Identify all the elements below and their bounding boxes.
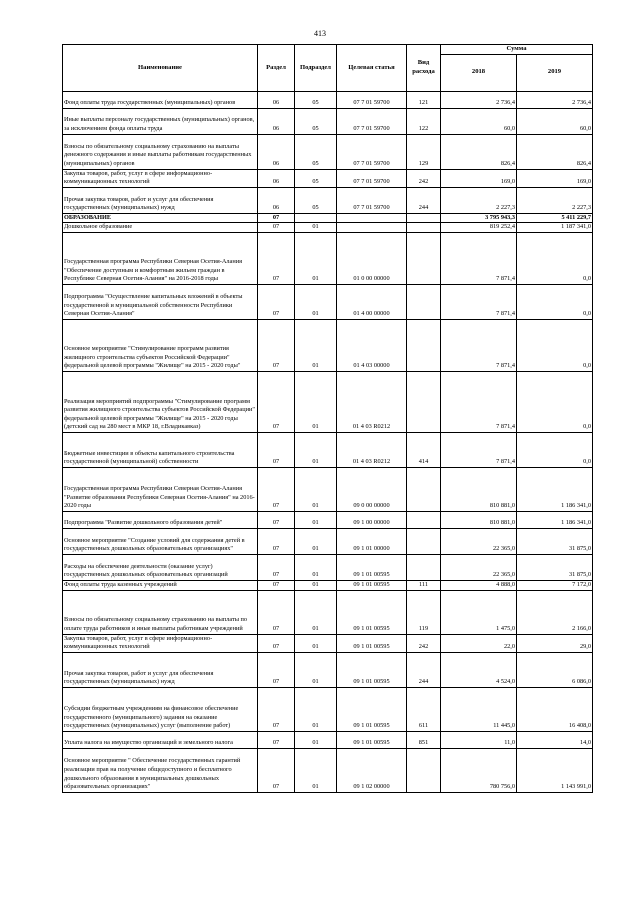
row-subsection: 01: [295, 511, 337, 528]
table-row: [63, 580, 593, 590]
row-value-2019: 6 086,0: [517, 652, 593, 687]
row-expense-type: 244: [407, 187, 441, 213]
row-value-2019: 2 736,4: [517, 91, 593, 108]
table-row: [63, 748, 593, 792]
row-value-2019: 29,0: [517, 634, 593, 652]
row-name: Государственная программа Республики Северная Осетия-Алания "Обеспечение доступным и комфортным жильем граждан в Республике Северная Осетия-Алания" на 2016-2018 годы: [63, 232, 258, 284]
row-subsection: 01: [295, 748, 337, 792]
row-name: Основное мероприятие " Обеспечение государственных гарантий реализации прав на получение общедоступного и бесплатного дошкольного образования в муниципальных дошкольных образовательных организациях": [63, 748, 258, 792]
table-row: [63, 108, 593, 134]
table-row: [63, 169, 593, 187]
row-value-2018: 4 888,0: [441, 580, 517, 590]
row-section: 07: [258, 554, 295, 580]
row-section: 06: [258, 169, 295, 187]
row-value-2018: 7 871,4: [441, 319, 517, 371]
row-target: 09 1 01 00595: [337, 652, 407, 687]
row-target: 09 1 00 00000: [337, 511, 407, 528]
header-subsection: Подраздел: [295, 45, 337, 92]
row-target: 01 4 03 R0212: [337, 371, 407, 432]
row-target: 01 4 03 00000: [337, 319, 407, 371]
row-value-2019: 0,0: [517, 284, 593, 319]
table-row: [63, 511, 593, 528]
row-value-2018: 826,4: [441, 134, 517, 169]
row-section: 07: [258, 634, 295, 652]
row-expense-type: [407, 319, 441, 371]
table-row: [63, 432, 593, 467]
row-section: 07: [258, 467, 295, 511]
row-expense-type: 851: [407, 731, 441, 748]
row-section: 07: [258, 731, 295, 748]
row-name: Дошкольное образование: [63, 223, 258, 233]
row-expense-type: [407, 213, 441, 223]
row-value-2019: 16 408,0: [517, 687, 593, 731]
row-target: 09 1 01 00595: [337, 731, 407, 748]
row-subsection: 01: [295, 319, 337, 371]
row-value-2018: 810 881,0: [441, 467, 517, 511]
table-body: [63, 91, 593, 792]
row-name: Фонд оплаты труда казенных учреждений: [63, 580, 258, 590]
row-value-2018: 7 871,4: [441, 284, 517, 319]
row-expense-type: [407, 511, 441, 528]
table-row: [63, 652, 593, 687]
header-target: Целевая статья: [337, 45, 407, 92]
row-name: Закупка товаров, работ, услуг в сфере информационно-коммуникационных технологий: [63, 634, 258, 652]
row-target: 09 1 01 00000: [337, 528, 407, 554]
row-value-2019: 5 411 229,7: [517, 213, 593, 223]
row-value-2019: 31 875,0: [517, 528, 593, 554]
row-subsection: 01: [295, 731, 337, 748]
row-value-2018: 60,0: [441, 108, 517, 134]
row-target: 01 4 00 00000: [337, 284, 407, 319]
row-subsection: 01: [295, 652, 337, 687]
row-value-2018: 22 365,0: [441, 554, 517, 580]
table-row: [63, 634, 593, 652]
row-section: 07: [258, 590, 295, 634]
table-row: [63, 91, 593, 108]
row-value-2018: 1 475,0: [441, 590, 517, 634]
table-row: [63, 590, 593, 634]
row-value-2019: 1 143 991,0: [517, 748, 593, 792]
row-subsection: 05: [295, 169, 337, 187]
row-name: Расходы на обеспечение деятельности (оказание услуг) государственных дошкольных образовательных организаций: [63, 554, 258, 580]
row-expense-type: [407, 223, 441, 233]
row-target: 07 7 01 59700: [337, 134, 407, 169]
table-row: [63, 319, 593, 371]
page-number: 413: [314, 29, 326, 38]
row-name: Прочая закупка товаров, работ и услуг для обеспечения государственных (муниципальных) нужд: [63, 652, 258, 687]
row-section: 07: [258, 213, 295, 223]
row-target: 09 1 01 00595: [337, 590, 407, 634]
row-expense-type: 129: [407, 134, 441, 169]
row-expense-type: 611: [407, 687, 441, 731]
row-value-2019: 169,0: [517, 169, 593, 187]
row-value-2019: 1 186 341,0: [517, 467, 593, 511]
table-row: [63, 232, 593, 284]
row-subsection: 01: [295, 687, 337, 731]
row-target: 07 7 01 59700: [337, 187, 407, 213]
row-name: Прочая закупка товаров, работ и услуг для обеспечения государственных (муниципальных) нужд: [63, 187, 258, 213]
header-section: Раздел: [258, 45, 295, 92]
row-subsection: 05: [295, 134, 337, 169]
row-target: 01 4 03 R0212: [337, 432, 407, 467]
table-row: [63, 213, 593, 223]
table-row: [63, 134, 593, 169]
row-value-2019: 0,0: [517, 319, 593, 371]
row-value-2019: 7 172,0: [517, 580, 593, 590]
row-expense-type: 119: [407, 590, 441, 634]
row-value-2019: 2 227,3: [517, 187, 593, 213]
row-expense-type: [407, 554, 441, 580]
row-section: 06: [258, 91, 295, 108]
table-row: [63, 731, 593, 748]
table-row: [63, 554, 593, 580]
table-row: [63, 467, 593, 511]
row-section: 07: [258, 319, 295, 371]
row-expense-type: 244: [407, 652, 441, 687]
row-name: Реализация мероприятий подпрограммы "Стимулирование программ развития жилищного строительства субъектов Российской Федерации" федеральной целевой программы "Жилище" на 2015 - 2020 годы (детский сад на 280 мест в МКР 18, г.Владикавказ): [63, 371, 258, 432]
row-name: ОБРАЗОВАНИЕ: [63, 213, 258, 223]
row-section: 07: [258, 432, 295, 467]
row-name: Подпрограмма "Осуществление капитальных вложений в объекты государственной и муниципальной собственности Республики Северная Осетия-Алания": [63, 284, 258, 319]
header-sum: Сумма: [441, 45, 593, 55]
row-name: Иные выплаты персоналу государственных (муниципальных) органов, за исключением фонда оплаты труда: [63, 108, 258, 134]
row-name: Уплата налога на имущество организаций и земельного налога: [63, 731, 258, 748]
row-expense-type: 122: [407, 108, 441, 134]
table-row: [63, 371, 593, 432]
row-expense-type: [407, 528, 441, 554]
row-subsection: 01: [295, 634, 337, 652]
header-name: Наименование: [63, 45, 258, 92]
table-row: [63, 223, 593, 233]
row-name: Закупка товаров, работ, услуг в сфере информационно-коммуникационных технологий: [63, 169, 258, 187]
row-expense-type: 111: [407, 580, 441, 590]
row-value-2019: 31 875,0: [517, 554, 593, 580]
row-section: 07: [258, 580, 295, 590]
row-value-2019: 60,0: [517, 108, 593, 134]
row-section: 06: [258, 134, 295, 169]
row-name: Взносы по обязательному социальному страхованию на выплаты денежного содержания и иные выплаты работникам государственных (муниципальных) органов: [63, 134, 258, 169]
row-value-2018: 4 524,0: [441, 652, 517, 687]
row-expense-type: 414: [407, 432, 441, 467]
row-subsection: 01: [295, 432, 337, 467]
row-expense-type: [407, 467, 441, 511]
row-subsection: 01: [295, 580, 337, 590]
row-expense-type: 121: [407, 91, 441, 108]
row-name: Основное мероприятие "Стимулирование программ развития жилищного строительства субъектов Российской Федерации" федеральной целевой программы "Жилище" на 2015 - 2020 годы": [63, 319, 258, 371]
row-target: 09 1 01 00595: [337, 634, 407, 652]
row-target: 09 0 00 00000: [337, 467, 407, 511]
row-value-2018: 7 871,4: [441, 232, 517, 284]
row-value-2018: 169,0: [441, 169, 517, 187]
row-value-2018: 11 445,0: [441, 687, 517, 731]
row-target: [337, 213, 407, 223]
row-value-2019: 0,0: [517, 432, 593, 467]
row-name: Взносы по обязательному социальному страхованию на выплаты по оплате труда работников и иные выплаты работникам учреждений: [63, 590, 258, 634]
row-name: Фонд оплаты труда государственных (муниципальных) органов: [63, 91, 258, 108]
header-expense-type: Вид расхода: [407, 45, 441, 92]
table-row: [63, 284, 593, 319]
row-value-2018: 7 871,4: [441, 432, 517, 467]
header-year-2019: 2019: [517, 54, 593, 91]
row-subsection: [295, 213, 337, 223]
row-section: 07: [258, 511, 295, 528]
row-target: [337, 223, 407, 233]
row-target: 09 1 01 00595: [337, 687, 407, 731]
row-subsection: 05: [295, 91, 337, 108]
row-target: 07 7 01 59700: [337, 169, 407, 187]
row-name: Подпрограмма "Развитие дошкольного образования детей": [63, 511, 258, 528]
row-section: 07: [258, 652, 295, 687]
row-value-2019: 0,0: [517, 371, 593, 432]
row-value-2019: 2 166,0: [517, 590, 593, 634]
row-value-2019: 826,4: [517, 134, 593, 169]
row-value-2018: 819 252,4: [441, 223, 517, 233]
row-name: Субсидии бюджетным учреждениям на финансовое обеспечение государственного (муниципального) задания на оказание государственных (муниципальных) услуг (выполнение работ): [63, 687, 258, 731]
row-target: 01 0 00 00000: [337, 232, 407, 284]
row-section: 07: [258, 748, 295, 792]
row-subsection: 05: [295, 108, 337, 134]
row-expense-type: [407, 284, 441, 319]
row-expense-type: 242: [407, 169, 441, 187]
row-name: Бюджетные инвестиции в объекты капитального строительства государственной (муниципальной) собственности: [63, 432, 258, 467]
row-subsection: 01: [295, 284, 337, 319]
row-value-2019: 0,0: [517, 232, 593, 284]
row-section: 07: [258, 687, 295, 731]
row-target: 09 1 01 00595: [337, 580, 407, 590]
row-value-2018: 810 881,0: [441, 511, 517, 528]
row-section: 07: [258, 284, 295, 319]
row-name: Государственная программа Республики Северная Осетия-Алания "Развитие образования Республики Северная Осетия-Алания" на 2016-2020 годы: [63, 467, 258, 511]
row-subsection: 01: [295, 371, 337, 432]
row-target: 09 1 02 00000: [337, 748, 407, 792]
row-value-2018: 7 871,4: [441, 371, 517, 432]
row-value-2019: 1 187 341,0: [517, 223, 593, 233]
row-section: 07: [258, 371, 295, 432]
row-subsection: 01: [295, 554, 337, 580]
row-expense-type: [407, 748, 441, 792]
row-section: 06: [258, 187, 295, 213]
row-value-2018: 2 227,3: [441, 187, 517, 213]
row-expense-type: 242: [407, 634, 441, 652]
row-expense-type: [407, 371, 441, 432]
row-value-2018: 22 365,0: [441, 528, 517, 554]
row-expense-type: [407, 232, 441, 284]
row-value-2018: 11,0: [441, 731, 517, 748]
row-value-2018: 22,0: [441, 634, 517, 652]
row-subsection: 05: [295, 187, 337, 213]
row-name: Основное мероприятие "Создание условий для содержания детей в государственных дошкольных образовательных организациях": [63, 528, 258, 554]
table-row: [63, 528, 593, 554]
row-target: 09 1 01 00595: [337, 554, 407, 580]
row-value-2019: 14,0: [517, 731, 593, 748]
row-subsection: 01: [295, 223, 337, 233]
row-value-2019: 1 186 341,0: [517, 511, 593, 528]
row-section: 07: [258, 528, 295, 554]
row-target: 07 7 01 59700: [337, 91, 407, 108]
row-value-2018: 780 756,0: [441, 748, 517, 792]
row-section: 07: [258, 232, 295, 284]
row-target: 07 7 01 59700: [337, 108, 407, 134]
budget-table: [62, 44, 593, 793]
row-value-2018: 3 795 943,3: [441, 213, 517, 223]
row-subsection: 01: [295, 232, 337, 284]
row-subsection: 01: [295, 528, 337, 554]
header-year-2018: 2018: [441, 54, 517, 91]
row-value-2018: 2 736,4: [441, 91, 517, 108]
table-row: [63, 187, 593, 213]
table-row: [63, 687, 593, 731]
row-subsection: 01: [295, 467, 337, 511]
row-section: 06: [258, 108, 295, 134]
row-section: 07: [258, 223, 295, 233]
row-subsection: 01: [295, 590, 337, 634]
